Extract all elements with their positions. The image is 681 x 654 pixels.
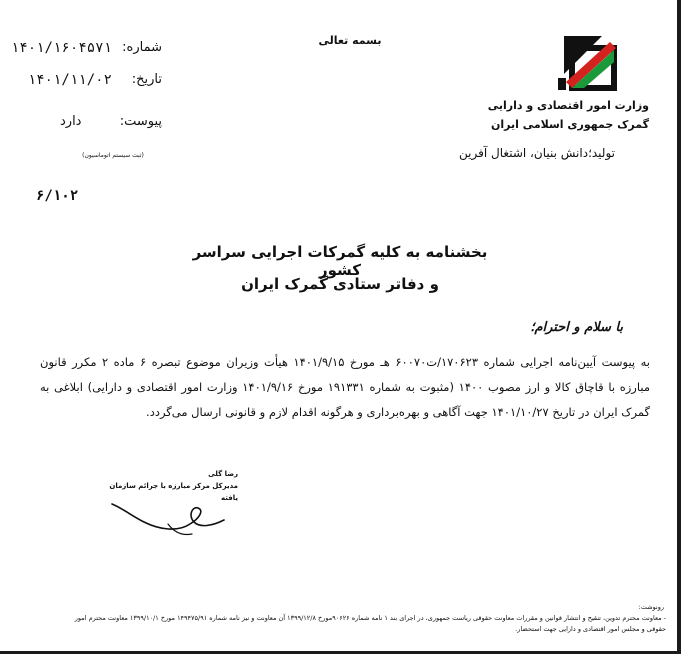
cc-recipient-text: - معاونت محترم تدوین، تنقیح و انتشار قوانین و مقررات معاونت حقوقی ریاست جمهوری، در اجرای بند ۱ نامه شماره ۹۰۶۲۶مورخ ۱۳۹۹/۱۲/۸ آن معاونت و نیز نامه شماره ۱۴۹۴۷۵/۹۱ مورخ ۱۳۹۹/۱۰/۱ معاونت محترم امور حقوقی و مجلس امور اقتصادی و دارایی جهت استحضار.: [74, 614, 666, 633]
number-value: ۱۴۰۱/۱۶۰۴۵۷۱: [10, 40, 112, 56]
page-edge-right: [677, 0, 681, 654]
number-label: شماره:: [122, 40, 162, 55]
signatory-name: رضا گلی: [208, 470, 238, 478]
circular-title-line-2: و دفاتر ستادی گمرک ایران: [241, 275, 439, 293]
date-value: ۱۴۰۱/۱۱/۰۲: [27, 72, 112, 88]
circular-title-line-1: بخشنامه به کلیه گمرکات اجرایی سراسر کشور: [192, 243, 488, 279]
ministry-line-1: وزارت امور اقتصادی و دارایی: [487, 99, 649, 112]
handwritten-signature-icon: [108, 494, 228, 540]
bismillah-heading: بسمه تعالی: [318, 34, 382, 47]
date-label: تاریخ:: [131, 72, 162, 87]
automation-system-note: (ثبت سیستم اتوماسیون): [82, 152, 144, 159]
attachment-label: پیوست:: [119, 114, 162, 129]
circular-body: به پیوست آیین‌نامه اجرایی شماره ۱۷۰۶۲۳/ت۶۰۰۷۰ هـ مورخ ۱۴۰۱/۹/۱۵ هیأت وزیران موضوع تبصره ۶ ماده ۲ مکرر قانون مبارزه با قاچاق کالا و ارز مصوب ۱۴۰۰ (مثبوت به شماره ۱۹۱۳۳۱ مورخ ۱۴۰۱/۹/۱۶ وزارت امور اقتصادی و دارایی) ابلاغی به گمرک ایران در تاریخ ۱۴۰۱/۱۰/۲۷ جهت آگاهی و بهره‌برداری و هرگونه اقدام لازم و قانونی ارسال می‌گردد.: [40, 355, 650, 419]
ministry-title: [449, 96, 649, 134]
greeting: با سلام و احترام؛: [530, 320, 623, 335]
customs-logo-icon: [552, 28, 622, 96]
attachment-value: دارد: [60, 114, 82, 129]
cc-label: رونوشت:: [638, 603, 664, 611]
slogan-subject: تولید؛دانش بنیان، اشتغال آفرین: [459, 146, 615, 160]
signatory-position: مدیرکل مرکز مبارزه با جرائم سازمان یافته: [109, 482, 238, 502]
document-code: ۶/۱۰۲: [36, 188, 79, 204]
ministry-line-2: گمرک جمهوری اسلامی ایران: [490, 118, 649, 131]
